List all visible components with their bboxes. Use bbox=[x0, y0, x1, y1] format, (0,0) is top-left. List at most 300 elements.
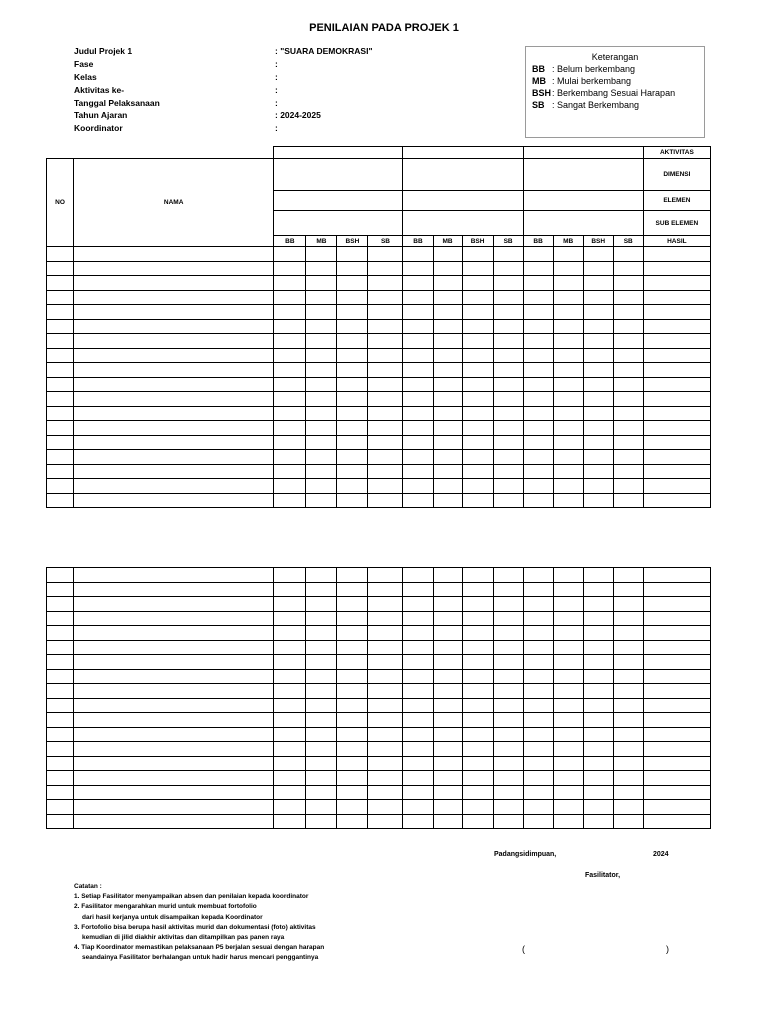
grade-cell[interactable] bbox=[433, 785, 462, 800]
grade-cell[interactable] bbox=[337, 785, 368, 800]
grade-cell[interactable] bbox=[553, 377, 583, 392]
student-name-cell[interactable] bbox=[74, 597, 274, 612]
row-number-cell[interactable] bbox=[47, 348, 74, 363]
grade-cell[interactable] bbox=[583, 464, 613, 479]
grade-cell[interactable] bbox=[306, 756, 337, 771]
grade-cell[interactable] bbox=[274, 464, 306, 479]
grade-cell[interactable] bbox=[403, 640, 433, 655]
grade-cell[interactable] bbox=[433, 655, 462, 670]
grade-cell[interactable] bbox=[306, 334, 337, 349]
grade-cell[interactable] bbox=[403, 290, 433, 305]
grade-cell[interactable] bbox=[493, 568, 523, 583]
student-name-cell[interactable] bbox=[74, 479, 274, 494]
grade-cell[interactable] bbox=[613, 626, 643, 641]
grade-cell[interactable] bbox=[337, 348, 368, 363]
elemen-cell-1[interactable] bbox=[274, 191, 403, 211]
student-name-cell[interactable] bbox=[74, 655, 274, 670]
grade-cell[interactable] bbox=[274, 290, 306, 305]
grade-cell[interactable] bbox=[368, 785, 403, 800]
grade-cell[interactable] bbox=[613, 348, 643, 363]
grade-cell[interactable] bbox=[462, 464, 493, 479]
grade-cell[interactable] bbox=[403, 742, 433, 757]
grade-cell[interactable] bbox=[523, 713, 553, 728]
grade-cell[interactable] bbox=[523, 479, 553, 494]
grade-cell[interactable] bbox=[613, 290, 643, 305]
grade-cell[interactable] bbox=[337, 435, 368, 450]
grade-cell[interactable] bbox=[583, 319, 613, 334]
grade-cell[interactable] bbox=[583, 435, 613, 450]
grade-cell[interactable] bbox=[433, 377, 462, 392]
grade-cell[interactable] bbox=[462, 597, 493, 612]
student-name-cell[interactable] bbox=[74, 800, 274, 815]
grade-cell[interactable] bbox=[613, 305, 643, 320]
grade-cell[interactable] bbox=[583, 742, 613, 757]
grade-cell[interactable] bbox=[583, 247, 613, 262]
result-cell[interactable] bbox=[643, 450, 710, 465]
grade-cell[interactable] bbox=[306, 669, 337, 684]
row-number-cell[interactable] bbox=[47, 640, 74, 655]
grade-cell[interactable] bbox=[274, 450, 306, 465]
grade-cell[interactable] bbox=[613, 684, 643, 699]
grade-cell[interactable] bbox=[553, 406, 583, 421]
grade-cell[interactable] bbox=[493, 421, 523, 436]
result-cell[interactable] bbox=[643, 713, 710, 728]
grade-cell[interactable] bbox=[337, 800, 368, 815]
grade-cell[interactable] bbox=[553, 597, 583, 612]
grade-cell[interactable] bbox=[403, 756, 433, 771]
grade-cell[interactable] bbox=[583, 669, 613, 684]
grade-cell[interactable] bbox=[523, 276, 553, 291]
grade-cell[interactable] bbox=[583, 582, 613, 597]
student-name-cell[interactable] bbox=[74, 261, 274, 276]
result-cell[interactable] bbox=[643, 640, 710, 655]
row-number-cell[interactable] bbox=[47, 611, 74, 626]
grade-cell[interactable] bbox=[403, 334, 433, 349]
row-number-cell[interactable] bbox=[47, 785, 74, 800]
grade-cell[interactable] bbox=[368, 363, 403, 378]
row-number-cell[interactable] bbox=[47, 597, 74, 612]
row-number-cell[interactable] bbox=[47, 582, 74, 597]
grade-cell[interactable] bbox=[337, 290, 368, 305]
grade-cell[interactable] bbox=[337, 421, 368, 436]
grade-cell[interactable] bbox=[523, 640, 553, 655]
grade-cell[interactable] bbox=[583, 276, 613, 291]
grade-cell[interactable] bbox=[306, 421, 337, 436]
grade-cell[interactable] bbox=[523, 493, 553, 508]
grade-cell[interactable] bbox=[613, 756, 643, 771]
result-cell[interactable] bbox=[643, 421, 710, 436]
grade-cell[interactable] bbox=[306, 450, 337, 465]
grade-cell[interactable] bbox=[337, 276, 368, 291]
grade-cell[interactable] bbox=[523, 290, 553, 305]
grade-cell[interactable] bbox=[462, 247, 493, 262]
grade-cell[interactable] bbox=[493, 261, 523, 276]
grade-cell[interactable] bbox=[553, 450, 583, 465]
student-name-cell[interactable] bbox=[74, 319, 274, 334]
student-name-cell[interactable] bbox=[74, 334, 274, 349]
grade-cell[interactable] bbox=[462, 435, 493, 450]
grade-cell[interactable] bbox=[462, 669, 493, 684]
grade-cell[interactable] bbox=[337, 655, 368, 670]
grade-cell[interactable] bbox=[462, 727, 493, 742]
grade-cell[interactable] bbox=[368, 247, 403, 262]
grade-cell[interactable] bbox=[523, 698, 553, 713]
grade-cell[interactable] bbox=[553, 464, 583, 479]
student-name-cell[interactable] bbox=[74, 626, 274, 641]
grade-cell[interactable] bbox=[613, 247, 643, 262]
sub-elemen-cell-3[interactable] bbox=[523, 211, 643, 236]
grade-cell[interactable] bbox=[523, 655, 553, 670]
grade-cell[interactable] bbox=[274, 582, 306, 597]
grade-cell[interactable] bbox=[403, 655, 433, 670]
grade-cell[interactable] bbox=[583, 568, 613, 583]
grade-cell[interactable] bbox=[523, 450, 553, 465]
grade-cell[interactable] bbox=[306, 435, 337, 450]
grade-cell[interactable] bbox=[553, 698, 583, 713]
grade-cell[interactable] bbox=[337, 771, 368, 786]
grade-cell[interactable] bbox=[337, 450, 368, 465]
result-cell[interactable] bbox=[643, 771, 710, 786]
grade-cell[interactable] bbox=[274, 626, 306, 641]
grade-cell[interactable] bbox=[306, 597, 337, 612]
grade-cell[interactable] bbox=[462, 582, 493, 597]
result-cell[interactable] bbox=[643, 305, 710, 320]
grade-cell[interactable] bbox=[368, 611, 403, 626]
elemen-cell-3[interactable] bbox=[523, 191, 643, 211]
row-number-cell[interactable] bbox=[47, 363, 74, 378]
grade-cell[interactable] bbox=[462, 305, 493, 320]
grade-cell[interactable] bbox=[462, 450, 493, 465]
grade-cell[interactable] bbox=[306, 406, 337, 421]
grade-cell[interactable] bbox=[462, 421, 493, 436]
elemen-cell-2[interactable] bbox=[403, 191, 523, 211]
row-number-cell[interactable] bbox=[47, 377, 74, 392]
grade-cell[interactable] bbox=[553, 392, 583, 407]
grade-cell[interactable] bbox=[274, 421, 306, 436]
result-cell[interactable] bbox=[643, 319, 710, 334]
student-name-cell[interactable] bbox=[74, 814, 274, 829]
grade-cell[interactable] bbox=[613, 785, 643, 800]
grade-cell[interactable] bbox=[368, 261, 403, 276]
grade-cell[interactable] bbox=[583, 655, 613, 670]
grade-cell[interactable] bbox=[403, 479, 433, 494]
grade-cell[interactable] bbox=[613, 597, 643, 612]
grade-cell[interactable] bbox=[493, 276, 523, 291]
grade-cell[interactable] bbox=[553, 626, 583, 641]
grade-cell[interactable] bbox=[462, 611, 493, 626]
grade-cell[interactable] bbox=[493, 684, 523, 699]
grade-cell[interactable] bbox=[337, 698, 368, 713]
grade-cell[interactable] bbox=[583, 363, 613, 378]
grade-cell[interactable] bbox=[368, 392, 403, 407]
grade-cell[interactable] bbox=[403, 611, 433, 626]
grade-cell[interactable] bbox=[493, 640, 523, 655]
row-number-cell[interactable] bbox=[47, 568, 74, 583]
grade-cell[interactable] bbox=[493, 800, 523, 815]
grade-cell[interactable] bbox=[306, 742, 337, 757]
grade-cell[interactable] bbox=[433, 348, 462, 363]
result-cell[interactable] bbox=[643, 348, 710, 363]
dimensi-cell-3[interactable] bbox=[523, 159, 643, 191]
grade-cell[interactable] bbox=[306, 640, 337, 655]
grade-cell[interactable] bbox=[368, 568, 403, 583]
grade-cell[interactable] bbox=[493, 377, 523, 392]
grade-cell[interactable] bbox=[403, 785, 433, 800]
grade-cell[interactable] bbox=[553, 640, 583, 655]
grade-cell[interactable] bbox=[583, 785, 613, 800]
grade-cell[interactable] bbox=[337, 406, 368, 421]
grade-cell[interactable] bbox=[274, 247, 306, 262]
grade-cell[interactable] bbox=[368, 800, 403, 815]
activity-cell-2[interactable] bbox=[403, 147, 523, 159]
grade-cell[interactable] bbox=[433, 406, 462, 421]
grade-cell[interactable] bbox=[583, 290, 613, 305]
grade-cell[interactable] bbox=[493, 626, 523, 641]
row-number-cell[interactable] bbox=[47, 276, 74, 291]
grade-cell[interactable] bbox=[553, 655, 583, 670]
grade-cell[interactable] bbox=[462, 493, 493, 508]
grade-cell[interactable] bbox=[553, 261, 583, 276]
grade-cell[interactable] bbox=[493, 756, 523, 771]
grade-cell[interactable] bbox=[337, 640, 368, 655]
row-number-cell[interactable] bbox=[47, 698, 74, 713]
grade-cell[interactable] bbox=[462, 479, 493, 494]
result-cell[interactable] bbox=[643, 597, 710, 612]
grade-cell[interactable] bbox=[306, 290, 337, 305]
grade-cell[interactable] bbox=[493, 363, 523, 378]
grade-cell[interactable] bbox=[613, 742, 643, 757]
result-cell[interactable] bbox=[643, 742, 710, 757]
grade-cell[interactable] bbox=[583, 421, 613, 436]
grade-cell[interactable] bbox=[523, 727, 553, 742]
grade-cell[interactable] bbox=[368, 756, 403, 771]
grade-cell[interactable] bbox=[613, 493, 643, 508]
grade-cell[interactable] bbox=[613, 611, 643, 626]
grade-cell[interactable] bbox=[523, 363, 553, 378]
grade-cell[interactable] bbox=[403, 392, 433, 407]
row-number-cell[interactable] bbox=[47, 493, 74, 508]
grade-cell[interactable] bbox=[462, 568, 493, 583]
grade-cell[interactable] bbox=[274, 406, 306, 421]
grade-cell[interactable] bbox=[274, 348, 306, 363]
student-name-cell[interactable] bbox=[74, 582, 274, 597]
student-name-cell[interactable] bbox=[74, 290, 274, 305]
grade-cell[interactable] bbox=[523, 771, 553, 786]
grade-cell[interactable] bbox=[274, 363, 306, 378]
grade-cell[interactable] bbox=[306, 305, 337, 320]
grade-cell[interactable] bbox=[553, 493, 583, 508]
grade-cell[interactable] bbox=[274, 568, 306, 583]
grade-cell[interactable] bbox=[583, 756, 613, 771]
row-number-cell[interactable] bbox=[47, 669, 74, 684]
grade-cell[interactable] bbox=[493, 785, 523, 800]
grade-cell[interactable] bbox=[553, 684, 583, 699]
grade-cell[interactable] bbox=[337, 305, 368, 320]
grade-cell[interactable] bbox=[613, 698, 643, 713]
grade-cell[interactable] bbox=[433, 435, 462, 450]
grade-cell[interactable] bbox=[613, 319, 643, 334]
grade-cell[interactable] bbox=[337, 334, 368, 349]
grade-cell[interactable] bbox=[337, 479, 368, 494]
grade-cell[interactable] bbox=[306, 377, 337, 392]
grade-cell[interactable] bbox=[433, 276, 462, 291]
grade-cell[interactable] bbox=[368, 435, 403, 450]
grade-cell[interactable] bbox=[274, 655, 306, 670]
grade-cell[interactable] bbox=[337, 597, 368, 612]
grade-cell[interactable] bbox=[433, 261, 462, 276]
row-number-cell[interactable] bbox=[47, 392, 74, 407]
grade-cell[interactable] bbox=[523, 334, 553, 349]
grade-cell[interactable] bbox=[337, 684, 368, 699]
grade-cell[interactable] bbox=[433, 727, 462, 742]
grade-cell[interactable] bbox=[403, 626, 433, 641]
grade-cell[interactable] bbox=[368, 771, 403, 786]
student-name-cell[interactable] bbox=[74, 493, 274, 508]
grade-cell[interactable] bbox=[403, 421, 433, 436]
student-name-cell[interactable] bbox=[74, 756, 274, 771]
grade-cell[interactable] bbox=[368, 493, 403, 508]
grade-cell[interactable] bbox=[523, 582, 553, 597]
grade-cell[interactable] bbox=[553, 276, 583, 291]
result-cell[interactable] bbox=[643, 334, 710, 349]
grade-cell[interactable] bbox=[337, 363, 368, 378]
grade-cell[interactable] bbox=[583, 348, 613, 363]
grade-cell[interactable] bbox=[433, 669, 462, 684]
grade-cell[interactable] bbox=[403, 464, 433, 479]
grade-cell[interactable] bbox=[613, 276, 643, 291]
grade-cell[interactable] bbox=[553, 669, 583, 684]
grade-cell[interactable] bbox=[368, 597, 403, 612]
row-number-cell[interactable] bbox=[47, 727, 74, 742]
grade-cell[interactable] bbox=[274, 392, 306, 407]
grade-cell[interactable] bbox=[368, 450, 403, 465]
grade-cell[interactable] bbox=[462, 348, 493, 363]
grade-cell[interactable] bbox=[493, 742, 523, 757]
grade-cell[interactable] bbox=[274, 640, 306, 655]
row-number-cell[interactable] bbox=[47, 334, 74, 349]
grade-cell[interactable] bbox=[368, 713, 403, 728]
grade-cell[interactable] bbox=[337, 742, 368, 757]
grade-cell[interactable] bbox=[306, 626, 337, 641]
grade-cell[interactable] bbox=[493, 771, 523, 786]
grade-cell[interactable] bbox=[306, 348, 337, 363]
grade-cell[interactable] bbox=[306, 276, 337, 291]
grade-cell[interactable] bbox=[553, 611, 583, 626]
grade-cell[interactable] bbox=[368, 377, 403, 392]
grade-cell[interactable] bbox=[462, 785, 493, 800]
row-number-cell[interactable] bbox=[47, 756, 74, 771]
result-cell[interactable] bbox=[643, 479, 710, 494]
grade-cell[interactable] bbox=[337, 669, 368, 684]
result-cell[interactable] bbox=[643, 756, 710, 771]
grade-cell[interactable] bbox=[493, 334, 523, 349]
grade-cell[interactable] bbox=[403, 363, 433, 378]
grade-cell[interactable] bbox=[493, 814, 523, 829]
sub-elemen-cell-2[interactable] bbox=[403, 211, 523, 236]
result-cell[interactable] bbox=[643, 785, 710, 800]
activity-cell-1[interactable] bbox=[274, 147, 403, 159]
grade-cell[interactable] bbox=[337, 727, 368, 742]
grade-cell[interactable] bbox=[403, 406, 433, 421]
grade-cell[interactable] bbox=[583, 377, 613, 392]
grade-cell[interactable] bbox=[613, 450, 643, 465]
grade-cell[interactable] bbox=[493, 655, 523, 670]
grade-cell[interactable] bbox=[583, 814, 613, 829]
student-name-cell[interactable] bbox=[74, 276, 274, 291]
grade-cell[interactable] bbox=[368, 276, 403, 291]
grade-cell[interactable] bbox=[553, 421, 583, 436]
grade-cell[interactable] bbox=[462, 377, 493, 392]
grade-cell[interactable] bbox=[462, 800, 493, 815]
result-cell[interactable] bbox=[643, 611, 710, 626]
grade-cell[interactable] bbox=[462, 261, 493, 276]
grade-cell[interactable] bbox=[337, 611, 368, 626]
grade-cell[interactable] bbox=[583, 305, 613, 320]
grade-cell[interactable] bbox=[462, 698, 493, 713]
row-number-cell[interactable] bbox=[47, 290, 74, 305]
grade-cell[interactable] bbox=[433, 392, 462, 407]
grade-cell[interactable] bbox=[523, 597, 553, 612]
student-name-cell[interactable] bbox=[74, 348, 274, 363]
grade-cell[interactable] bbox=[306, 261, 337, 276]
grade-cell[interactable] bbox=[306, 247, 337, 262]
grade-cell[interactable] bbox=[274, 742, 306, 757]
grade-cell[interactable] bbox=[493, 597, 523, 612]
result-cell[interactable] bbox=[643, 435, 710, 450]
grade-cell[interactable] bbox=[613, 421, 643, 436]
grade-cell[interactable] bbox=[306, 800, 337, 815]
grade-cell[interactable] bbox=[583, 611, 613, 626]
result-cell[interactable] bbox=[643, 684, 710, 699]
grade-cell[interactable] bbox=[583, 771, 613, 786]
student-name-cell[interactable] bbox=[74, 568, 274, 583]
grade-cell[interactable] bbox=[462, 742, 493, 757]
grade-cell[interactable] bbox=[493, 435, 523, 450]
grade-cell[interactable] bbox=[462, 655, 493, 670]
grade-cell[interactable] bbox=[553, 363, 583, 378]
grade-cell[interactable] bbox=[274, 319, 306, 334]
student-name-cell[interactable] bbox=[74, 742, 274, 757]
grade-cell[interactable] bbox=[553, 568, 583, 583]
grade-cell[interactable] bbox=[583, 493, 613, 508]
result-cell[interactable] bbox=[643, 392, 710, 407]
grade-cell[interactable] bbox=[523, 261, 553, 276]
grade-cell[interactable] bbox=[403, 377, 433, 392]
grade-cell[interactable] bbox=[462, 406, 493, 421]
grade-cell[interactable] bbox=[613, 464, 643, 479]
grade-cell[interactable] bbox=[462, 626, 493, 641]
grade-cell[interactable] bbox=[553, 582, 583, 597]
grade-cell[interactable] bbox=[523, 785, 553, 800]
grade-cell[interactable] bbox=[433, 247, 462, 262]
grade-cell[interactable] bbox=[368, 684, 403, 699]
grade-cell[interactable] bbox=[433, 626, 462, 641]
grade-cell[interactable] bbox=[337, 261, 368, 276]
grade-cell[interactable] bbox=[274, 727, 306, 742]
grade-cell[interactable] bbox=[337, 319, 368, 334]
student-name-cell[interactable] bbox=[74, 406, 274, 421]
grade-cell[interactable] bbox=[306, 713, 337, 728]
grade-cell[interactable] bbox=[613, 568, 643, 583]
grade-cell[interactable] bbox=[613, 435, 643, 450]
result-cell[interactable] bbox=[643, 261, 710, 276]
grade-cell[interactable] bbox=[274, 493, 306, 508]
grade-cell[interactable] bbox=[403, 713, 433, 728]
row-number-cell[interactable] bbox=[47, 421, 74, 436]
grade-cell[interactable] bbox=[613, 814, 643, 829]
grade-cell[interactable] bbox=[613, 334, 643, 349]
grade-cell[interactable] bbox=[306, 611, 337, 626]
